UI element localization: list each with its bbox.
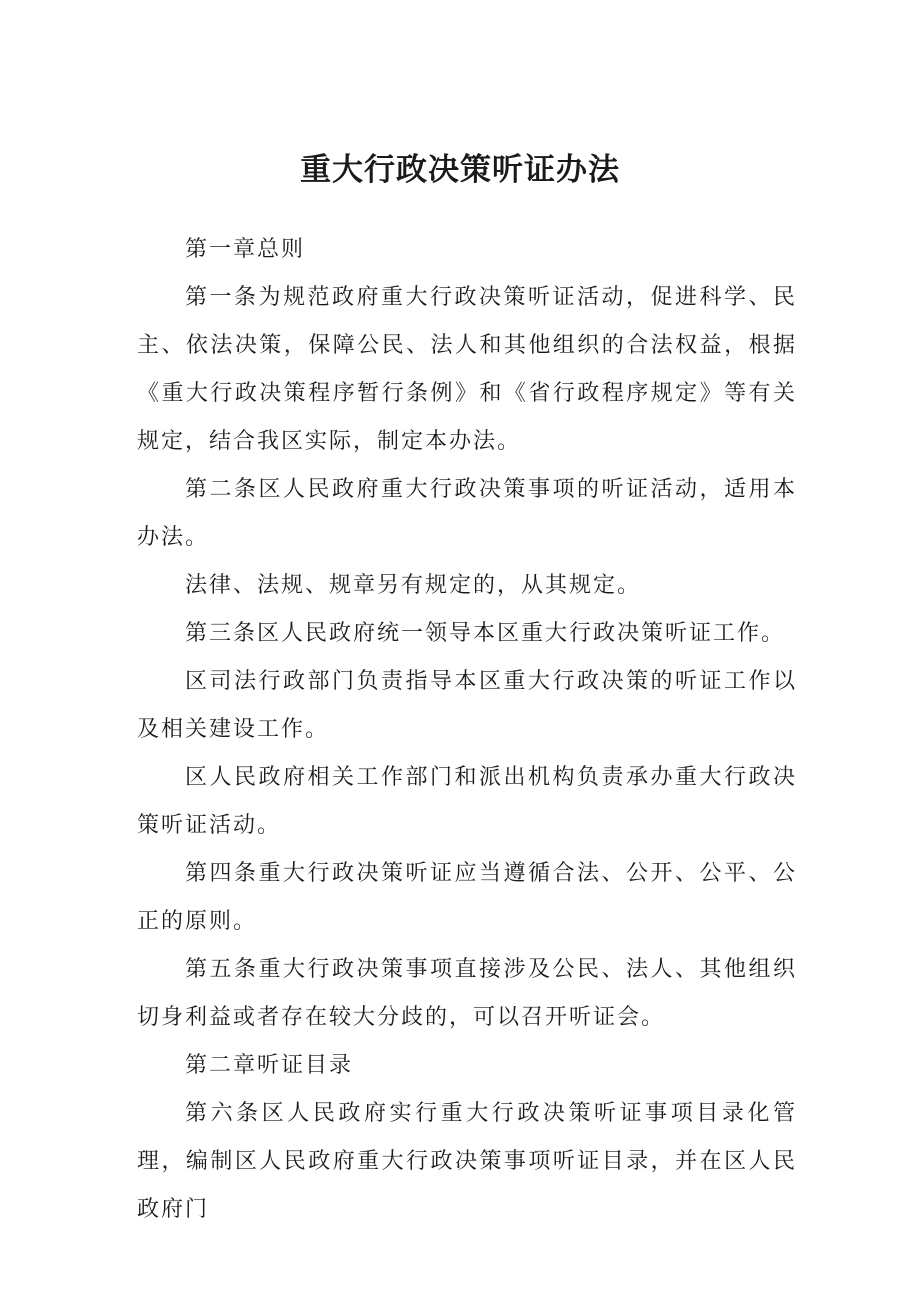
article-paragraph: 第一条为规范政府重大行政决策听证活动，促进科学、民主、依法决策，保障公民、法人和其他组织的合法权益，根据《重大行政决策程序暂行条例》和《省行政程序规定》等有关规定，结合我区实际，制定本办法。 [137,285,797,454]
article-paragraph: 第三条区人民政府统一领导本区重大行政决策听证工作。 [185,621,786,646]
article-paragraph: 第五条重大行政决策事项直接涉及公民、法人、其他组织切身利益或者存在较大分歧的，可以召开听证会。 [137,957,797,1030]
article-paragraph: 区司法行政部门负责指导本区重大行政决策的听证工作以及相关建设工作。 [137,669,797,742]
document-title: 重大行政决策听证办法 [300,152,620,188]
article-paragraph: 第六条区人民政府实行重大行政决策听证事项目录化管理，编制区人民政府重大行政决策事项听证目录，并在区人民政府门 [137,1101,797,1222]
article-paragraph: 法律、法规、规章另有规定的，从其规定。 [185,573,642,598]
article-paragraph: 区人民政府相关工作部门和派出机构负责承办重大行政决策听证活动。 [137,765,797,838]
document-body [137,226,797,1234]
chapter-heading: 第二章听证目录 [185,1053,354,1078]
article-paragraph: 第四条重大行政决策听证应当遵循合法、公开、公平、公正的原则。 [137,861,797,934]
article-paragraph: 第二条区人民政府重大行政决策事项的听证活动，适用本办法。 [137,477,797,550]
chapter-heading: 第一章总则 [185,237,306,262]
